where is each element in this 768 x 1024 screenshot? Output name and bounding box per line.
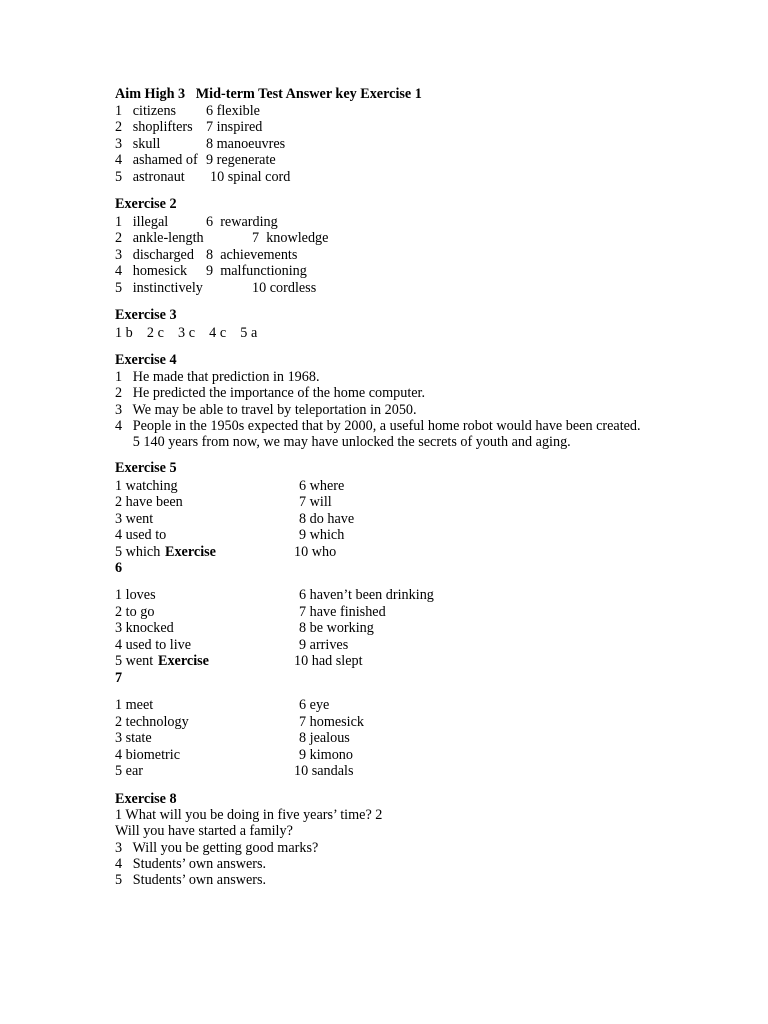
ex6-answer: 2 to go: [115, 604, 155, 620]
ex5-answer: 6 where: [299, 478, 345, 494]
ex1-answer: 7 inspired: [206, 119, 263, 135]
ex8-answer: 5 Students’ own answers.: [115, 872, 267, 888]
exercise-4-heading: Exercise 4: [115, 352, 177, 368]
ex8-answer: Will you have started a family?: [115, 823, 293, 839]
ex1-answer: 6 flexible: [206, 103, 260, 119]
ex5-answer: 7 will: [299, 494, 332, 510]
exercise-5-heading: Exercise 5: [115, 460, 177, 476]
ex1-answer: 3 skull: [115, 136, 161, 152]
ex7-answer: 6 eye: [299, 697, 330, 713]
ex7-answer: 4 biometric: [115, 747, 181, 763]
ex4-answer: 3 We may be able to travel by teleportation in 2050.: [115, 402, 417, 418]
ex6-answer: 6 haven’t been drinking: [299, 587, 434, 603]
ex5-answer: 9 which: [299, 527, 345, 543]
exercise-7-heading: Exercise: [158, 653, 209, 669]
ex6-answer: 1 loves: [115, 587, 156, 603]
exercise-3-heading: Exercise 3: [115, 307, 177, 323]
ex2-answer: 3 discharged: [115, 247, 194, 263]
ex1-answer: 8 manoeuvres: [206, 136, 286, 152]
ex6-answer: 4 used to live: [115, 637, 192, 653]
ex6-answer: 9 arrives: [299, 637, 349, 653]
ex8-answer: 1 What will you be doing in five years’ time? 2: [115, 807, 383, 823]
ex4-answer: 2 He predicted the importance of the home computer.: [115, 385, 426, 401]
ex4-answer: 1 He made that prediction in 1968.: [115, 369, 320, 385]
ex5-answer: 2 have been: [115, 494, 183, 510]
ex3-answers: 1 b 2 c 3 c 4 c 5 a: [115, 325, 258, 341]
ex1-answer: 2 shoplifters: [115, 119, 193, 135]
ex6-answer: 7 have finished: [299, 604, 386, 620]
ex5-answer: 8 do have: [299, 511, 355, 527]
ex6-answer: 5 went: [115, 653, 154, 669]
ex2-answer: 7 knowledge: [252, 230, 329, 246]
ex2-answer: 1 illegal: [115, 214, 169, 230]
ex7-answer: 5 ear: [115, 763, 143, 779]
ex7-answer: 1 meet: [115, 697, 154, 713]
exercise-8-heading: Exercise 8: [115, 791, 177, 807]
ex7-answer: 3 state: [115, 730, 152, 746]
ex1-answer: 5 astronaut: [115, 169, 185, 185]
ex5-answer: 10 who: [294, 544, 337, 560]
ex5-answer: 5 which: [115, 544, 161, 560]
ex5-answer: 4 used to: [115, 527, 167, 543]
ex2-answer: 8 achievements: [206, 247, 298, 263]
ex6-answer: 8 be working: [299, 620, 374, 636]
ex1-answer: 9 regenerate: [206, 152, 276, 168]
ex2-answer: 9 malfunctioning: [206, 263, 307, 279]
ex5-answer: 3 went: [115, 511, 154, 527]
ex7-answer: 8 jealous: [299, 730, 350, 746]
ex8-answer: 4 Students’ own answers.: [115, 856, 267, 872]
exercise-7-heading-number: 7: [115, 670, 123, 686]
ex2-answer: 4 homesick: [115, 263, 188, 279]
exercise-2-heading: Exercise 2: [115, 196, 177, 212]
exercise-6-heading-number: 6: [115, 560, 123, 576]
ex1-answer: 4 ashamed of: [115, 152, 198, 168]
ex2-answer: 10 cordless: [252, 280, 317, 296]
ex1-answer: 1 citizens: [115, 103, 177, 119]
ex2-answer: 6 rewarding: [206, 214, 278, 230]
ex8-answer: 3 Will you be getting good marks?: [115, 840, 319, 856]
ex7-answer: 9 kimono: [299, 747, 353, 763]
ex1-answer: 10 spinal cord: [210, 169, 291, 185]
ex7-answer: 2 technology: [115, 714, 189, 730]
ex6-answer: 3 knocked: [115, 620, 174, 636]
exercise-6-heading: Exercise: [165, 544, 216, 560]
ex7-answer: 10 sandals: [294, 763, 354, 779]
ex2-answer: 2 ankle-length: [115, 230, 204, 246]
ex5-answer: 1 watching: [115, 478, 178, 494]
ex6-answer: 10 had slept: [294, 653, 363, 669]
document-title: Aim High 3 Mid-term Test Answer key Exercise 1: [115, 86, 422, 102]
ex4-answer: 5 140 years from now, we may have unlocked the secrets of youth and aging.: [115, 434, 571, 450]
ex7-answer: 7 homesick: [299, 714, 365, 730]
ex2-answer: 5 instinctively: [115, 280, 203, 296]
ex4-answer: 4 People in the 1950s expected that by 2000, a useful home robot would have been created.: [115, 418, 641, 434]
